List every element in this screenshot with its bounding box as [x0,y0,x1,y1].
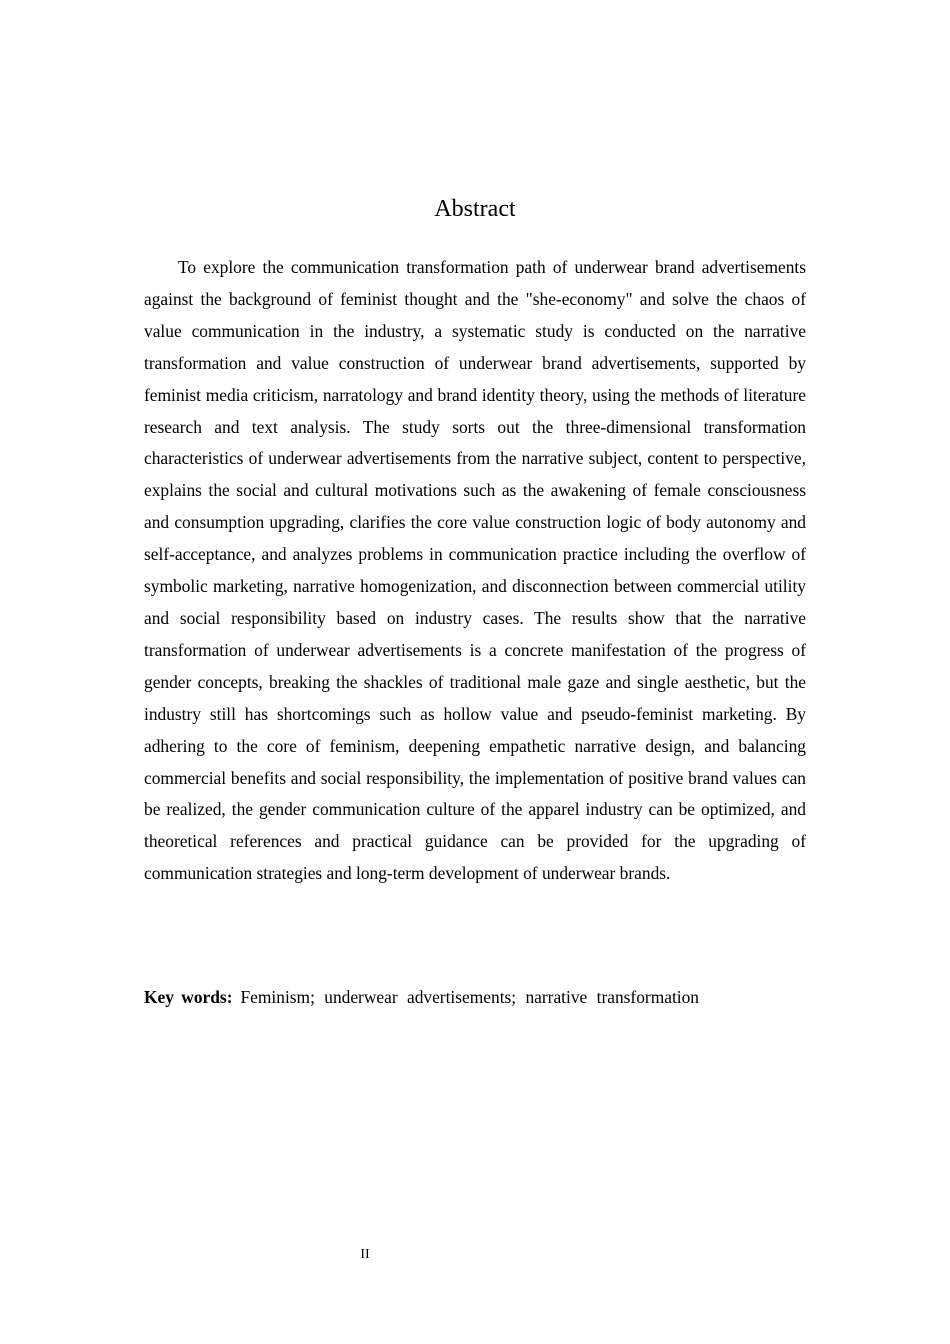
keywords-line [144,982,806,1012]
abstract-body: To explore the communication transformation path of underwear brand advertisements against the background of feminist thought and the "she-economy" and solve the chaos of value communication in the industry, a systematic study is conducted on the narrative transformation and value construction of underwear brand advertisements, supported by feminist media criticism, narratology and brand identity theory, using the methods of literature research and text analysis. The study sorts out the three-dimensional transformation characteristics of underwear advertisements from the narrative subject, content to perspective, explains the social and cultural motivations such as the awakening of female consciousness and consumption upgrading, clarifies the core value construction logic of body autonomy and self-acceptance, and analyzes problems in communication practice including the overflow of symbolic marketing, narrative homogenization, and disconnection between commercial utility and social responsibility based on industry cases. The results show that the narrative transformation of underwear advertisements is a concrete manifestation of the progress of gender concepts, breaking the shackles of traditional male gaze and single aesthetic, but the industry still has shortcomings such as hollow value and pseudo-feminist marketing. By adhering to the core of feminism, deepening empathetic narrative design, and balancing commercial benefits and social responsibility, the implementation of positive brand values can be realized, the gender communication culture of the apparel industry can be optimized, and theoretical references and practical guidance can be provided for the upgrading of communication strategies and long-term development of underwear brands. [144,257,806,884]
keywords-text: Feminism; underwear advertisements; narrative transformation [240,987,699,1007]
page-number: II [360,1247,370,1262]
abstract-title: Abstract [434,196,516,222]
keywords-label: Key words: [144,987,233,1007]
